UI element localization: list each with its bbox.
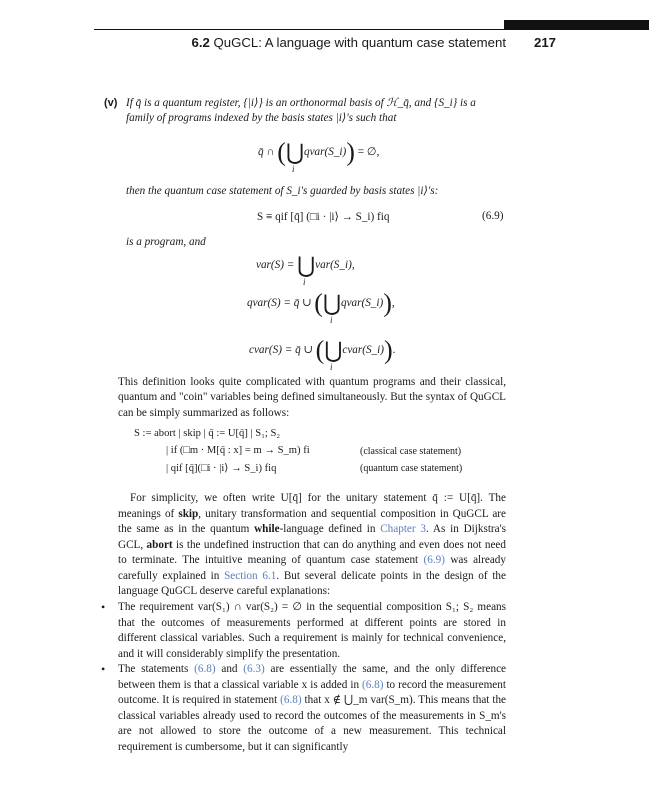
keyword-abort: abort (146, 538, 173, 551)
grammar-note-classical: (classical case statement) (360, 446, 462, 457)
para2-text-2: , unitary transformation and sequential composition in QuGCL are the same as in the quantum (118, 507, 506, 535)
case-equation-number: (6.9) (482, 210, 504, 222)
var-sub-index: i (303, 277, 306, 287)
cond-inner: qvar(S_i) (304, 146, 347, 158)
para2-text-5: is the undefined instruction that can do anything and even does not need to terminate. The intuitive meaning of quantum case statement (118, 538, 506, 566)
bullet2-text-3: are essentially the same, and the only difference between them is that a classical variable x is added in (118, 663, 506, 691)
bullet2-text-2: and (215, 663, 244, 675)
para2-text-1: For simplicity, we often write U[q̄] for the unitary statement q̄ := U[q̄]. The meanings of (118, 492, 506, 520)
big-union-icon: ⋃ (324, 337, 343, 363)
qvar-sub-index: i (330, 315, 333, 325)
big-union-icon: ⋃ (322, 290, 341, 316)
running-header (94, 35, 556, 53)
keyword-skip: skip (178, 507, 199, 520)
qvar-eq-end: , (391, 297, 395, 309)
eq-6-8-link[interactable]: (6.8) (362, 678, 384, 691)
grammar-line-3: | qif [q̄](□i · |i⟩ → S_i) fiq (166, 463, 277, 474)
bullet2-text-4: to record the measurement outcome. It is required in statement (118, 678, 506, 706)
qvar-eq-inner: qvar(S_i) (340, 297, 384, 309)
eq-6-8-link[interactable]: (6.8) (194, 663, 216, 675)
para2-text-3: -language defined in (279, 523, 381, 535)
paragraph-syntax-intro: This definition looks quite complicated with quantum programs and their classical, quantum and "coin" variables being defined simultaneously. But the syntax of QuGCL can be simply summarized as follows: (118, 376, 506, 419)
section-6-1-link[interactable]: Section 6.1 (224, 569, 277, 582)
var-eq-inner: var(S_i), (315, 259, 355, 271)
cvar-eq-inner: cvar(S_i) (342, 344, 384, 356)
header-section-number: 6.2 (191, 35, 210, 50)
header-section-title: QuGCL: A language with quantum case statement (213, 35, 506, 50)
big-union-icon: ⋃ (285, 139, 304, 165)
para2-text-7: . But several delicate points in the design of the language QuGCL deserve careful explanations: (118, 569, 506, 597)
qvar-equation: qvar(S) = q̄ ∪ (⋃qvar(S_i)), (247, 288, 395, 318)
cvar-equation: cvar(S) = q̄ ∪ (⋃cvar(S_i)). (249, 335, 396, 365)
header-black-bar (504, 20, 649, 29)
eq-6-3-link[interactable]: (6.3) (243, 663, 265, 675)
eq-6-8-link[interactable]: (6.8) (280, 694, 302, 706)
grammar-line-2: | if (□m · M[q̄ : x] = m → S_m) fi (166, 445, 310, 456)
header-section (191, 35, 506, 50)
para2-text-6: was already carefully explained in (118, 554, 506, 582)
bullet-item-1: The requirement var(S₁) ∩ var(S₂) = ∅ in the sequential composition S₁; S₂ means that the outcomes of measurements performed at different points are stored in different classical variables. Such a requirement is mainly for technical convenience, and it will considerably simplify the presentation. (118, 601, 506, 660)
eq-6-9-link[interactable]: (6.9) (423, 554, 445, 566)
item-v-line1: If q̄ is a quantum register, {|i⟩} is an orthonormal basis of ℋ_q̄, and {S_i} is a (126, 97, 476, 109)
cvar-sub-index: i (330, 362, 333, 372)
cond-right: = ∅, (357, 146, 380, 158)
paragraph-explanation (118, 491, 506, 600)
para2-text-4: . As in Dijkstra's GCL, (118, 523, 506, 551)
bullet2-text-1: The statements (118, 663, 195, 675)
grammar-line-1: S := abort | skip | q̄ := U[q̄] | S₁; S₂ (134, 428, 281, 439)
bullet-item-2 (118, 662, 506, 755)
keyword-while: while (254, 523, 280, 535)
cond-left: q̄ ∩ (258, 146, 275, 158)
then-line: then the quantum case statement of S_i's guarded by basis states |i⟩'s: (126, 185, 439, 197)
bullet-marker: • (101, 600, 106, 614)
bullet-marker: • (101, 662, 106, 676)
var-eq-left: var(S) = (256, 259, 295, 271)
cvar-eq-end: . (392, 344, 396, 356)
page-number: 217 (533, 35, 556, 50)
chapter-3-link[interactable]: Chapter 3 (380, 523, 426, 535)
item-label: (v) (104, 97, 118, 109)
bullet2-text-5: that x ∉ ⋃_m var(S_m). This means that the classical variables already used to record the outcomes of the measurements in S_m's are not allowed to store the outcome of a new measurement. This technical requirement is cumbersome, but it can significantly (118, 694, 507, 753)
grammar-note-quantum: (quantum case statement) (360, 463, 463, 474)
header-rule (94, 29, 649, 30)
qvar-eq-left: qvar(S) = q̄ ∪ (247, 297, 312, 309)
item-v-line2: family of programs indexed by the basis states |i⟩'s such that (126, 112, 397, 124)
cvar-eq-left: cvar(S) = q̄ ∪ (249, 344, 313, 356)
case-equation: S ≡ qif [q̄] (□i · |i⟩ → S_i) fiq (257, 211, 390, 223)
condition-equation: q̄ ∩ (⋃qvar(S_i)) = ∅, (258, 137, 380, 167)
big-union-icon: ⋃ (297, 252, 316, 278)
cond-sub-index: i (292, 164, 295, 174)
is-program-line: is a program, and (126, 236, 206, 248)
var-equation (256, 252, 355, 278)
